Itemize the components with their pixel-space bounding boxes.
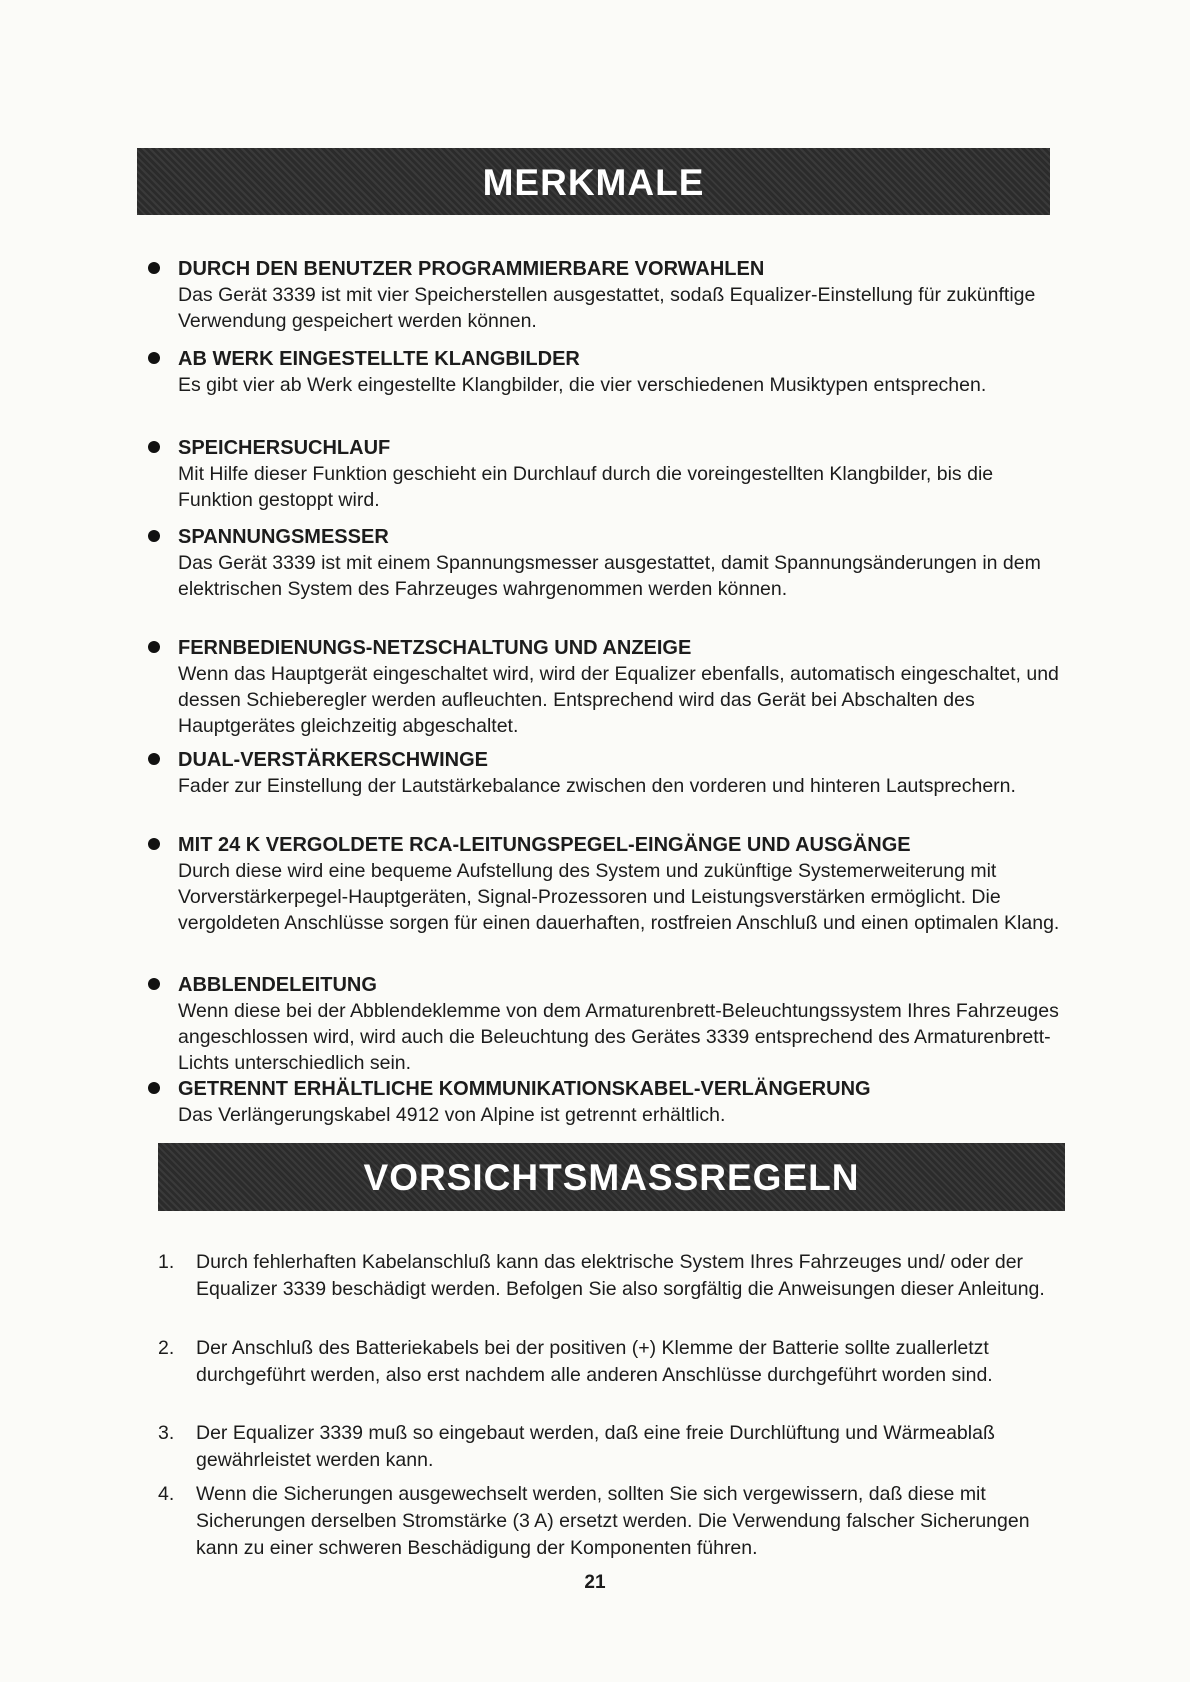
caution-number: 1. [158,1251,175,1273]
feature-title: MIT 24 K VERGOLDETE RCA-LEITUNGSPEGEL-EINGÄNGE UND AUSGÄNGE [178,834,911,856]
feature-description: Das Verlängerungskabel 4912 von Alpine ist getrennt erhältlich. [178,1104,726,1126]
caution-text: Wenn die Sicherungen ausgewechselt werden, sollten Sie sich vergewissern, daß diese mit Sicherungen derselben Stromstärke (3 A) ersetzt werden. Die Verwendung falscher Sicherungen kann zu einer schweren Beschädigung der Komponenten führen. [196,1483,1030,1559]
feature-item [148,256,1063,334]
feature-item [148,435,1063,513]
bullet-icon [148,352,160,364]
feature-description: Durch diese wird eine bequeme Aufstellung des System und zukünftige Systemerweiterung mit Vorverstärkerpegel-Hauptgeräten, Signal-Prozessoren und Leistungsverstärken ermöglicht. Die vergoldeten Anschlüsse sorgen für einen dauerhaften, rostfreien Anschluß und einen optimalen Klang. [178,860,1060,934]
feature-description: Fader zur Einstellung der Lautstärkebalance zwischen den vorderen und hinteren Lautsprechern. [178,775,1016,797]
feature-title: SPANNUNGSMESSER [178,526,389,548]
caution-item [158,1249,1063,1303]
bullet-icon [148,1082,160,1094]
feature-item [148,972,1063,1076]
feature-item [148,1076,1063,1128]
feature-title: ABBLENDELEITUNG [178,974,377,996]
caution-text: Der Equalizer 3339 muß so eingebaut werden, daß eine freie Durchlüftung und Wärmeablaß gewährleistet werden kann. [196,1422,995,1471]
page-number: 21 [584,1572,606,1593]
feature-title: AB WERK EINGESTELLTE KLANGBILDER [178,348,580,370]
feature-item [148,524,1063,602]
caution-item [158,1481,1063,1562]
feature-title: DUAL-VERSTÄRKERSCHWINGE [178,749,488,771]
feature-item [148,346,1063,398]
feature-description: Das Gerät 3339 ist mit vier Speicherstellen ausgestattet, sodaß Equalizer-Einstellung für zukünftige Verwendung gespeichert werden können. [178,284,1036,332]
feature-title: DURCH DEN BENUTZER PROGRAMMIERBARE VORWAHLEN [178,258,765,280]
feature-title: SPEICHERSUCHLAUF [178,437,391,459]
feature-title: GETRENNT ERHÄLTLICHE KOMMUNIKATIONSKABEL-VERLÄNGERUNG [178,1078,871,1100]
features-section-title: MERKMALE [482,162,705,203]
caution-number: 3. [158,1422,175,1444]
caution-item [158,1420,1063,1474]
features-section-banner [137,148,1050,215]
bullet-icon [148,753,160,765]
caution-number: 4. [158,1483,175,1505]
caution-item [158,1335,1063,1389]
caution-number: 2. [158,1337,175,1359]
feature-description: Mit Hilfe dieser Funktion geschieht ein Durchlauf durch die voreingestellten Klangbilder, bis die Funktion gestoppt wird. [178,463,994,511]
caution-text: Der Anschluß des Batteriekabels bei der positiven (+) Klemme der Batterie sollte zuallerletzt durchgeführt werden, also erst nachdem alle anderen Anschlüsse durchgeführt worden sind. [196,1337,993,1386]
bullet-icon [148,838,160,850]
bullet-icon [148,530,160,542]
bullet-icon [148,978,160,990]
bullet-icon [148,262,160,274]
feature-title: FERNBEDIENUNGS-NETZSCHALTUNG UND ANZEIGE [178,637,692,659]
feature-description: Wenn das Hauptgerät eingeschaltet wird, wird der Equalizer ebenfalls, automatisch eingeschaltet, und dessen Schieberegler werden aufleuchten. Entsprechend wird das Gerät bei Abschalten des Hauptgerätes gleichzeitig abgeschaltet. [178,663,1059,737]
feature-item [148,635,1063,739]
bullet-icon [148,441,160,453]
caution-text: Durch fehlerhaften Kabelanschluß kann das elektrische System Ihres Fahrzeuges und/ oder der Equalizer 3339 beschädigt werden. Befolgen Sie also sorgfältig die Anweisungen dieser Anleitung. [196,1251,1045,1300]
feature-description: Das Gerät 3339 ist mit einem Spannungsmesser ausgestattet, damit Spannungsänderungen in dem elektrischen System des Fahrzeuges wahrgenommen werden können. [178,552,1041,600]
feature-description: Wenn diese bei der Abblendeklemme von dem Armaturenbrett-Beleuchtungssystem Ihres Fahrzeuges angeschlossen wird, wird auch die Beleuchtung des Gerätes 3339 entsprechend des Armaturenbrett-Lichts unterschiedlich sein. [178,1000,1059,1074]
bullet-icon [148,641,160,653]
cautions-section-banner [158,1143,1065,1211]
feature-item [148,747,1063,799]
feature-item [148,832,1063,936]
feature-description: Es gibt vier ab Werk eingestellte Klangbilder, die vier verschiedenen Musiktypen entsprechen. [178,374,987,396]
cautions-section-title: VORSICHTSMASSREGELN [363,1157,860,1198]
